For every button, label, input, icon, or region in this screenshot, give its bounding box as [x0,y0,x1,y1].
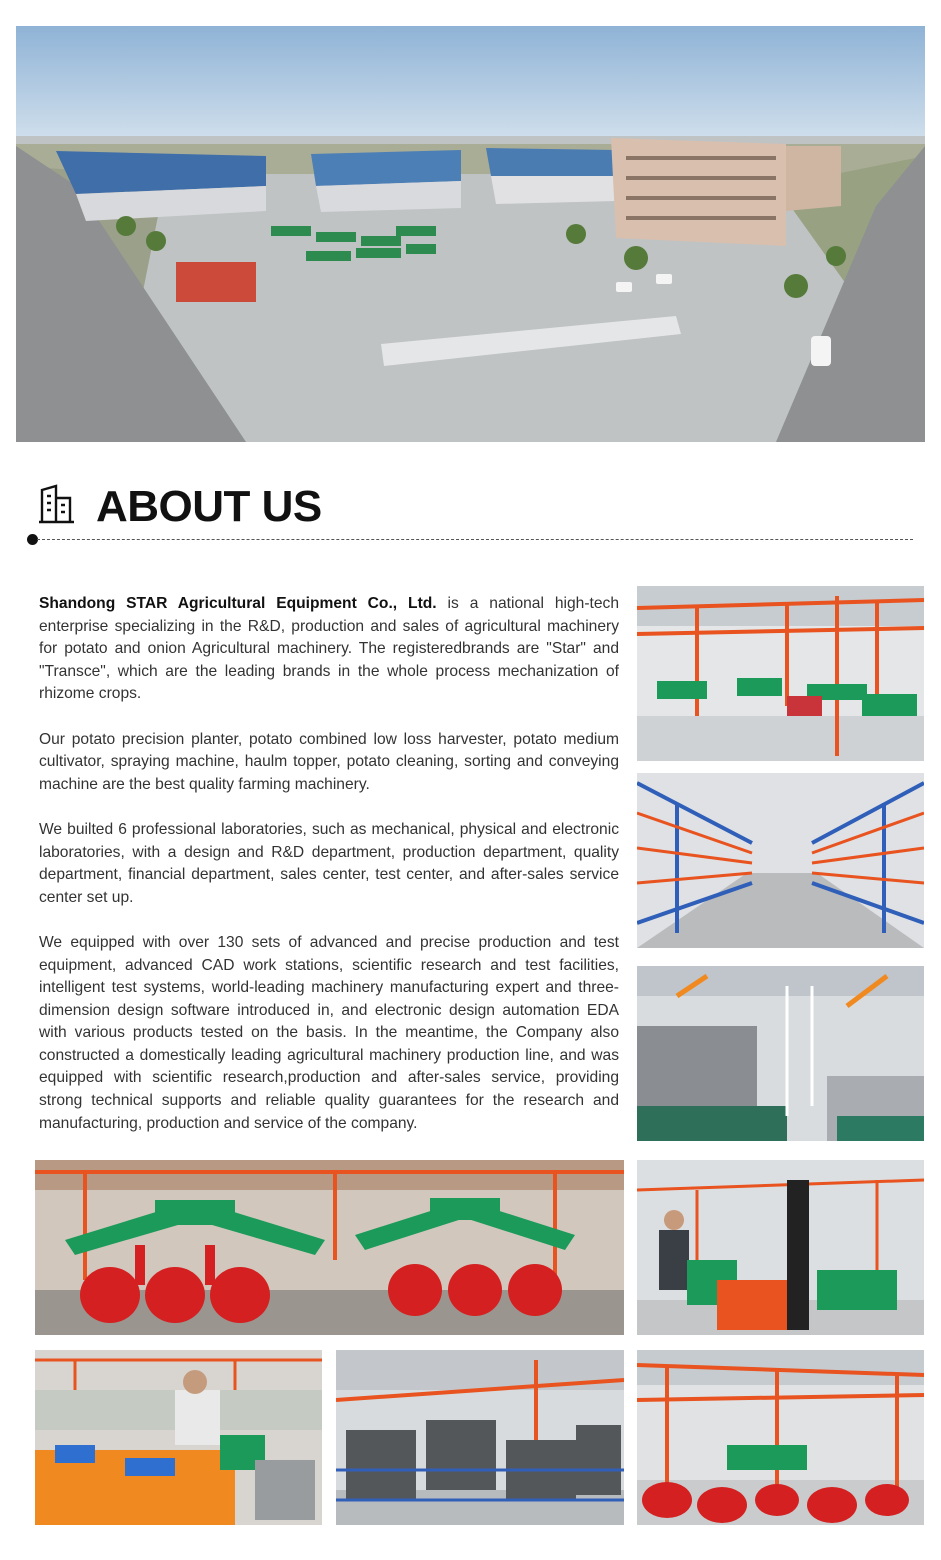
forklift-worker-photo [637,1160,924,1335]
section-title: ABOUT US [96,482,322,531]
harvester-machines-photo [35,1160,624,1335]
parts-storage-photo [336,1350,624,1525]
workshop-assembly-photo [637,586,924,761]
red-parts-workshop-photo [637,1350,924,1525]
about-paragraph-3: We builted 6 professional laboratories, such as mechanical, physical and electronic laboratories, with a design and R&D department, production department, quality department, financial department, sales center, test center, and after-sales service center set up. [39,820,619,906]
about-paragraph-4: We equipped with over 130 sets of advanced and precise production and test equipment, advanced CAD work stations, scientific research and test facilities, intelligent test systems, world-leading machinery manufacturing expert and three-dimension design software introduced in, and electronic design automation EDA with various products tested on the basis. In the meantime, the Company also constructed a domestically leading agricultural machinery production line, and was equipped with scientific research,production and after-sales service, providing strong technical supports and reliable quality guarantees for the research and manufacturing, production and service of the company. [39,933,619,1132]
paint-line-photo [637,966,924,1141]
about-paragraph-1 [39,593,619,706]
factory-aerial-photo [16,26,925,442]
about-text [39,593,619,1158]
about-paragraph-2: Our potato precision planter, potato combined low loss harvester, potato medium cultivator, spraying machine, haulm topper, potato cleaning, sorting and conveying machine are the best quality farming machinery. [39,730,619,793]
welding-worker-photo [35,1350,322,1525]
paragraph-1-text: is a national high-tech enterprise specializing in the R&D, production and sales of agricultural machinery for potato and onion Agricultural machinery. The registeredbrands are "Star" and "Transce", which are the leading brands in the whole process mechanization of rhizome crops. [39,595,619,703]
about-us-header [25,478,915,548]
warehouse-shelves-photo [637,773,924,948]
company-name: Shandong STAR Agricultural Equipment Co., Ltd. [39,595,437,612]
section-divider [25,534,913,544]
building-icon [38,484,76,524]
